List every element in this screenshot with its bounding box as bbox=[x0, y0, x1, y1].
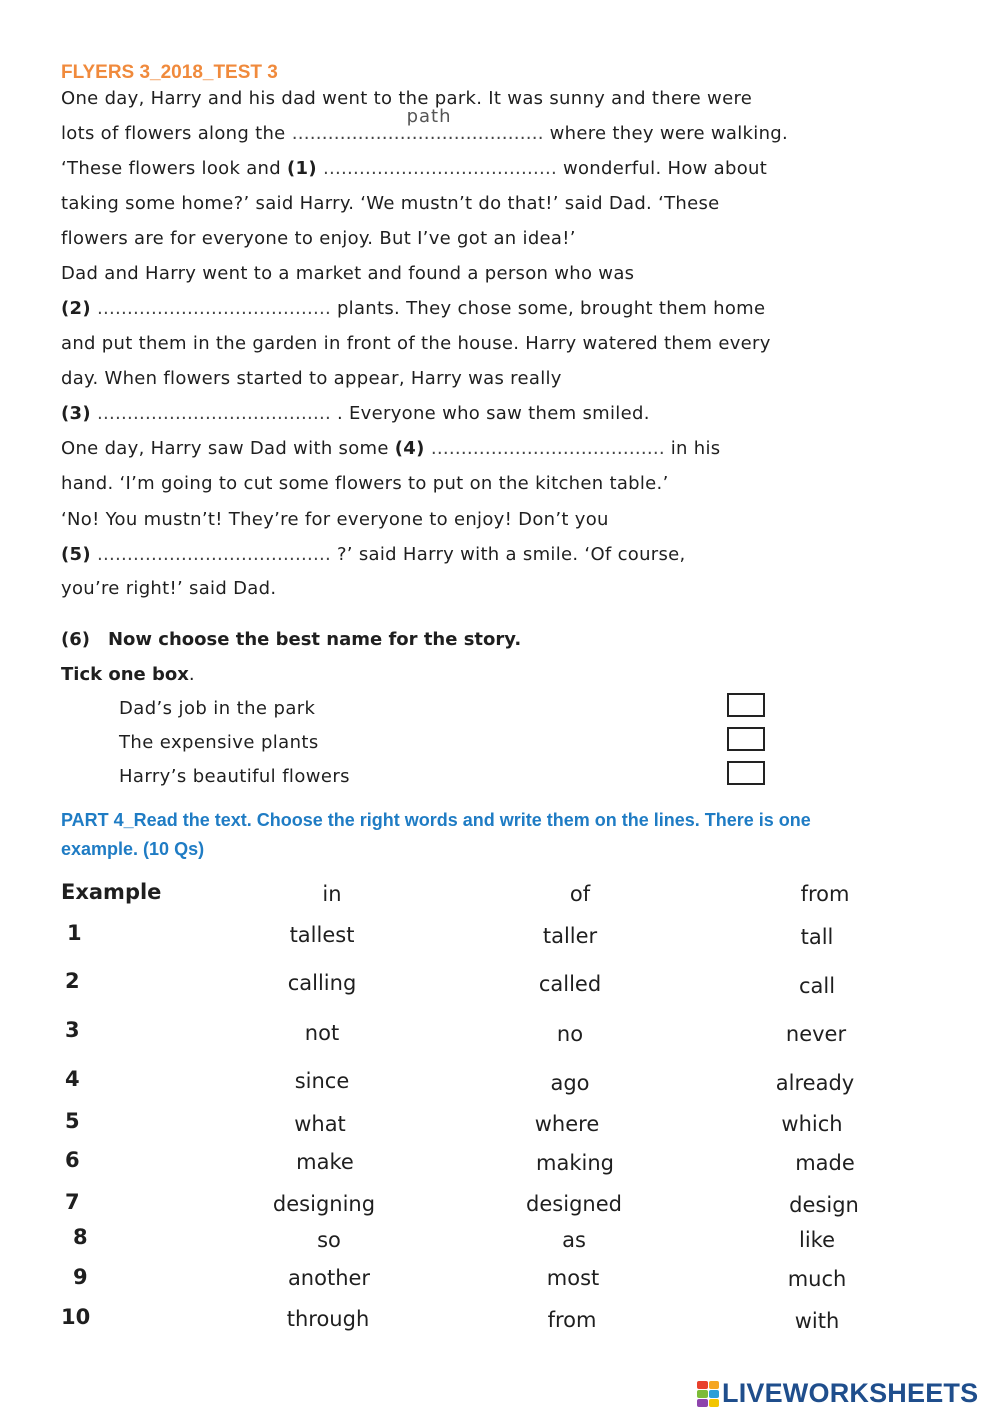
word-option: already bbox=[775, 1071, 855, 1095]
word-option: from bbox=[800, 882, 850, 906]
word-option: never bbox=[785, 1022, 847, 1046]
question-number: (6) bbox=[61, 629, 90, 650]
logo-tile bbox=[709, 1399, 720, 1407]
row-label-example: Example bbox=[61, 880, 162, 904]
word-option: from bbox=[547, 1308, 597, 1332]
tick-instruction-bold: Tick one box bbox=[61, 664, 189, 685]
answer-blank-1[interactable]: ………………………………… bbox=[322, 158, 557, 179]
word-option: no bbox=[556, 1022, 584, 1046]
answer-blank-5[interactable]: ………………………………… bbox=[96, 544, 331, 565]
word-option: call bbox=[798, 974, 836, 998]
story-text: Dad and Harry went to a market and found a person who was bbox=[61, 263, 635, 284]
option-3-checkbox[interactable] bbox=[727, 761, 765, 785]
question-6-heading bbox=[61, 629, 521, 650]
word-option: with bbox=[794, 1309, 840, 1333]
row-label: 3 bbox=[65, 1018, 80, 1042]
example-blank bbox=[291, 106, 544, 144]
row-label: 10 bbox=[61, 1305, 91, 1329]
story-text: day. When flowers started to appear, Harry was really bbox=[61, 368, 562, 389]
question-number: (5) bbox=[61, 544, 91, 565]
word-option: tallest bbox=[289, 923, 355, 947]
story-line bbox=[61, 193, 720, 214]
word-option: which bbox=[781, 1112, 843, 1136]
answer-blank-3[interactable]: ………………………………… bbox=[96, 403, 331, 424]
title-option-1: Dad’s job in the park bbox=[119, 698, 316, 719]
word-option: design bbox=[789, 1193, 859, 1217]
story-line bbox=[61, 578, 276, 599]
story-line bbox=[61, 509, 609, 530]
word-option: what bbox=[294, 1112, 346, 1136]
answer-blank-2[interactable]: ………………………………… bbox=[96, 298, 331, 319]
title-option-3: Harry’s beautiful flowers bbox=[119, 766, 350, 787]
story-text: where they were walking. bbox=[549, 123, 789, 144]
logo-tile bbox=[709, 1390, 720, 1398]
question-number: (4) bbox=[394, 438, 425, 459]
title-option-2: The expensive plants bbox=[119, 732, 319, 753]
word-option: designed bbox=[526, 1192, 622, 1216]
logo-tile bbox=[697, 1399, 708, 1407]
word-option: like bbox=[798, 1228, 836, 1252]
story-text: ?’ said Harry with a smile. ‘Of course, bbox=[336, 544, 686, 565]
option-2-checkbox[interactable] bbox=[727, 727, 765, 751]
word-option: tall bbox=[800, 925, 834, 949]
word-option: called bbox=[538, 972, 602, 996]
word-option: make bbox=[296, 1150, 354, 1174]
story-line bbox=[61, 263, 634, 284]
row-label: 8 bbox=[73, 1225, 88, 1249]
blank-dots: …………………………………… bbox=[291, 123, 544, 144]
story-text: taking some home?’ said Harry. ‘We mustn’t do that!’ said Dad. ‘These bbox=[61, 193, 720, 214]
story-line bbox=[61, 298, 765, 319]
word-option: so bbox=[317, 1228, 341, 1252]
tick-instruction bbox=[61, 664, 195, 685]
logo-tile bbox=[709, 1381, 720, 1389]
word-option: most bbox=[546, 1266, 600, 1290]
story-text: wonderful. How about bbox=[562, 158, 768, 179]
story-line bbox=[61, 403, 650, 424]
question-number: (2) bbox=[61, 298, 91, 319]
story-text: and put them in the garden in front of the house. Harry watered them every bbox=[61, 333, 771, 354]
row-label: 7 bbox=[65, 1190, 80, 1214]
word-option: taller bbox=[542, 924, 598, 948]
word-option: where bbox=[534, 1112, 600, 1136]
word-option: designing bbox=[272, 1192, 376, 1216]
page-title: FLYERS 3_2018_TEST 3 bbox=[61, 62, 278, 83]
story-line bbox=[61, 106, 789, 144]
story-line bbox=[61, 473, 669, 494]
option-1-checkbox[interactable] bbox=[727, 693, 765, 717]
story-line bbox=[61, 228, 576, 249]
question-number: (1) bbox=[287, 158, 317, 179]
tick-instruction-end: . bbox=[188, 664, 195, 685]
logo-tile bbox=[697, 1390, 708, 1398]
row-label: 4 bbox=[65, 1067, 80, 1091]
word-option: as bbox=[562, 1228, 586, 1252]
story-line bbox=[61, 438, 720, 459]
question-number: (3) bbox=[61, 403, 91, 424]
word-option: in bbox=[322, 882, 342, 906]
answer-blank-4[interactable]: ………………………………… bbox=[430, 438, 665, 459]
row-label: 2 bbox=[65, 969, 80, 993]
story-text: hand. ‘I’m going to cut some flowers to put on the kitchen table.’ bbox=[61, 473, 669, 494]
word-option: much bbox=[787, 1267, 847, 1291]
word-option: through bbox=[286, 1307, 370, 1331]
word-option: not bbox=[304, 1021, 340, 1045]
story-line bbox=[61, 544, 686, 565]
row-label: 6 bbox=[65, 1148, 80, 1172]
story-text: plants. They chose some, brought them home bbox=[336, 298, 766, 319]
word-option: made bbox=[795, 1151, 855, 1175]
story-text: One day, Harry saw Dad with some bbox=[61, 438, 389, 459]
word-option: calling bbox=[287, 971, 357, 995]
liveworksheets-logo bbox=[697, 1378, 978, 1409]
row-label: 1 bbox=[67, 921, 82, 945]
word-option: of bbox=[569, 882, 591, 906]
example-answer: path bbox=[406, 106, 452, 127]
word-option: since bbox=[294, 1069, 350, 1093]
logo-text: LIVEWORKSHEETS bbox=[722, 1378, 979, 1408]
story-text: . Everyone who saw them smiled. bbox=[336, 403, 650, 424]
word-option: making bbox=[536, 1151, 614, 1175]
story-line bbox=[61, 333, 771, 354]
story-text: ‘These flowers look and bbox=[61, 158, 281, 179]
word-option: ago bbox=[550, 1071, 590, 1095]
part4-instructions: PART 4_Read the text. Choose the right words and write them on the lines. There is one example. (10 Qs) bbox=[61, 810, 811, 859]
logo-tile bbox=[697, 1381, 708, 1389]
row-label: 9 bbox=[73, 1265, 88, 1289]
liveworksheets-logo-icon bbox=[697, 1381, 719, 1407]
story-line bbox=[61, 368, 562, 389]
story-text: lots of flowers along the bbox=[61, 123, 286, 144]
story-line bbox=[61, 158, 767, 179]
story-text: you’re right!’ said Dad. bbox=[61, 578, 277, 599]
story-text: One day, Harry and his dad went to the park. It was sunny and there were bbox=[61, 88, 753, 109]
word-option: another bbox=[287, 1266, 371, 1290]
story-text: in his bbox=[670, 438, 721, 459]
question-6-prompt: Now choose the best name for the story. bbox=[107, 629, 522, 650]
row-label: 5 bbox=[65, 1109, 80, 1133]
story-text: flowers are for everyone to enjoy. But I’ve got an idea!’ bbox=[61, 228, 576, 249]
story-text: ‘No! You mustn’t! They’re for everyone to enjoy! Don’t you bbox=[61, 509, 609, 530]
